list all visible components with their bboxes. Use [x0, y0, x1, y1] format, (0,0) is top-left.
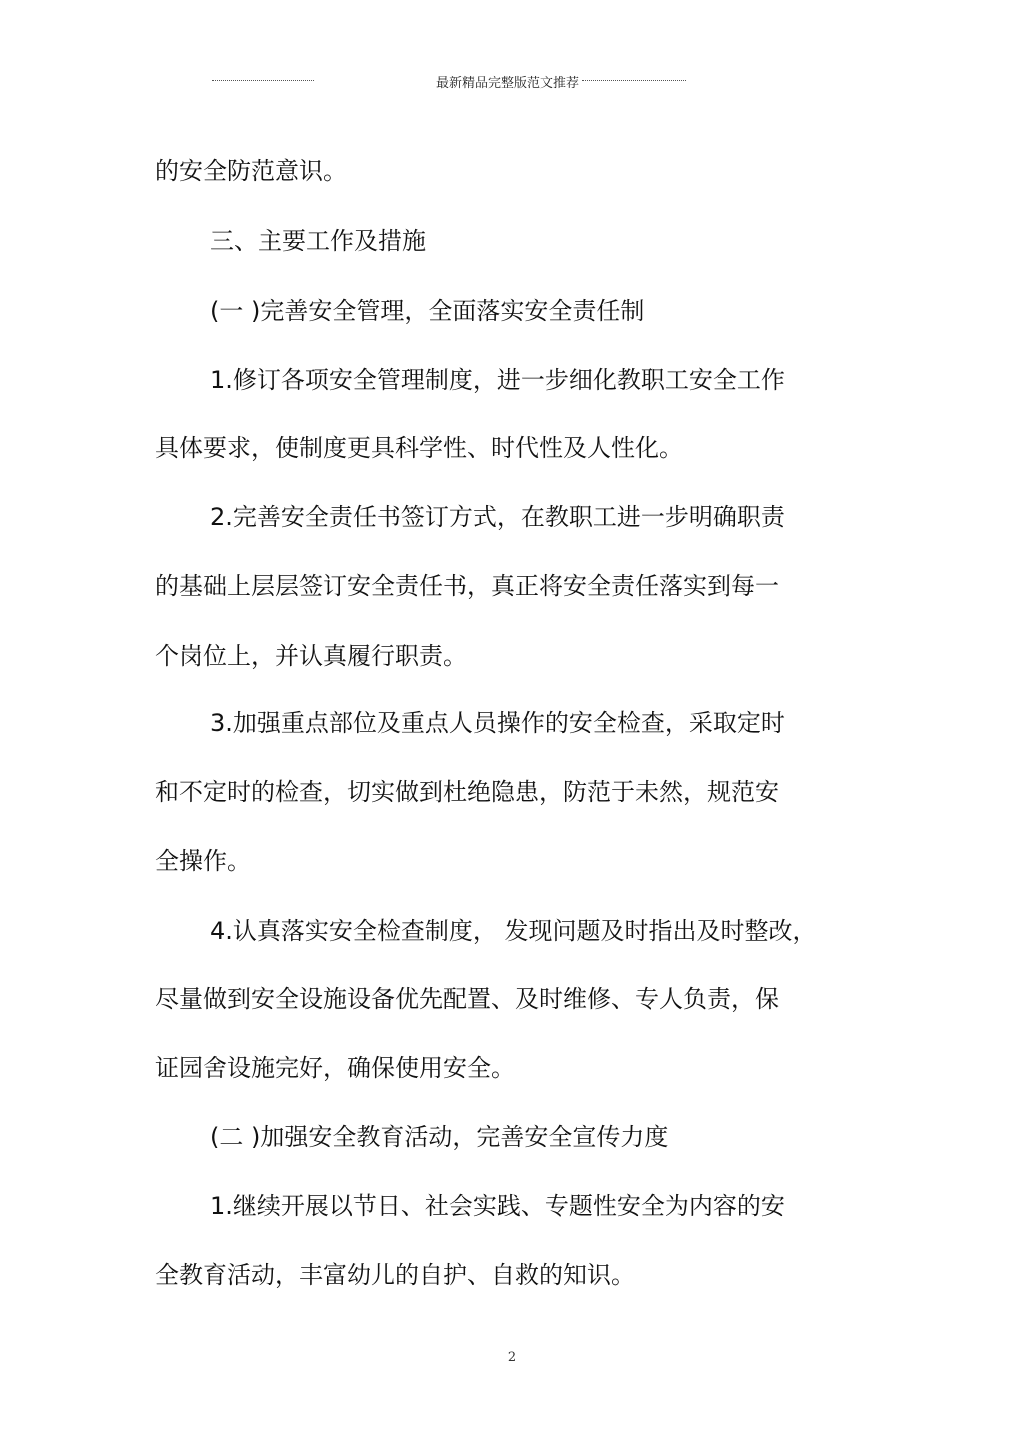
section-heading: 三、主要工作及措施: [210, 227, 426, 255]
paragraph-line: 尽量做到安全设施设备优先配置、及时维修、专人负责，保: [155, 985, 779, 1013]
header-title: 最新精品完整版范文推荐: [436, 76, 580, 91]
paragraph-line: 1.继续开展以节日、社会实践、专题性安全为内容的安: [210, 1192, 785, 1220]
paragraph-line: 4.认真落实安全检查制度， 发现问题及时指出及时整改，: [210, 917, 817, 945]
subsection-heading: (二 )加强安全教育活动，完善安全宣传力度: [210, 1123, 669, 1151]
subsection-heading: (一 )完善安全管理，全面落实安全责任制: [210, 297, 645, 325]
page-header: [0, 72, 1024, 92]
paragraph-line: 证园舍设施完好，确保使用安全。: [155, 1054, 515, 1082]
paragraph-line: 个岗位上，并认真履行职责。: [155, 642, 467, 670]
paragraph-line: 全操作。: [155, 847, 251, 875]
paragraph-line: 的安全防范意识。: [155, 157, 347, 185]
paragraph-line: 1.修订各项安全管理制度，进一步细化教职工安全工作: [210, 366, 785, 394]
paragraph-line: 和不定时的检查，切实做到杜绝隐患，防范于未然，规范安: [155, 778, 779, 806]
paragraph-line: 3.加强重点部位及重点人员操作的安全检查，采取定时: [210, 709, 785, 737]
page-number: 2: [507, 1350, 517, 1365]
paragraph-line: 2.完善安全责任书签订方式，在教职工进一步明确职责: [210, 503, 785, 531]
paragraph-line: 的基础上层层签订安全责任书，真正将安全责任落实到每一: [155, 572, 779, 600]
paragraph-line: 全教育活动，丰富幼儿的自护、自救的知识。: [155, 1261, 635, 1289]
header-dotted-rule-left: [212, 80, 314, 81]
header-dotted-rule-right: [582, 80, 686, 81]
paragraph-line: 具体要求，使制度更具科学性、时代性及人性化。: [155, 434, 683, 462]
